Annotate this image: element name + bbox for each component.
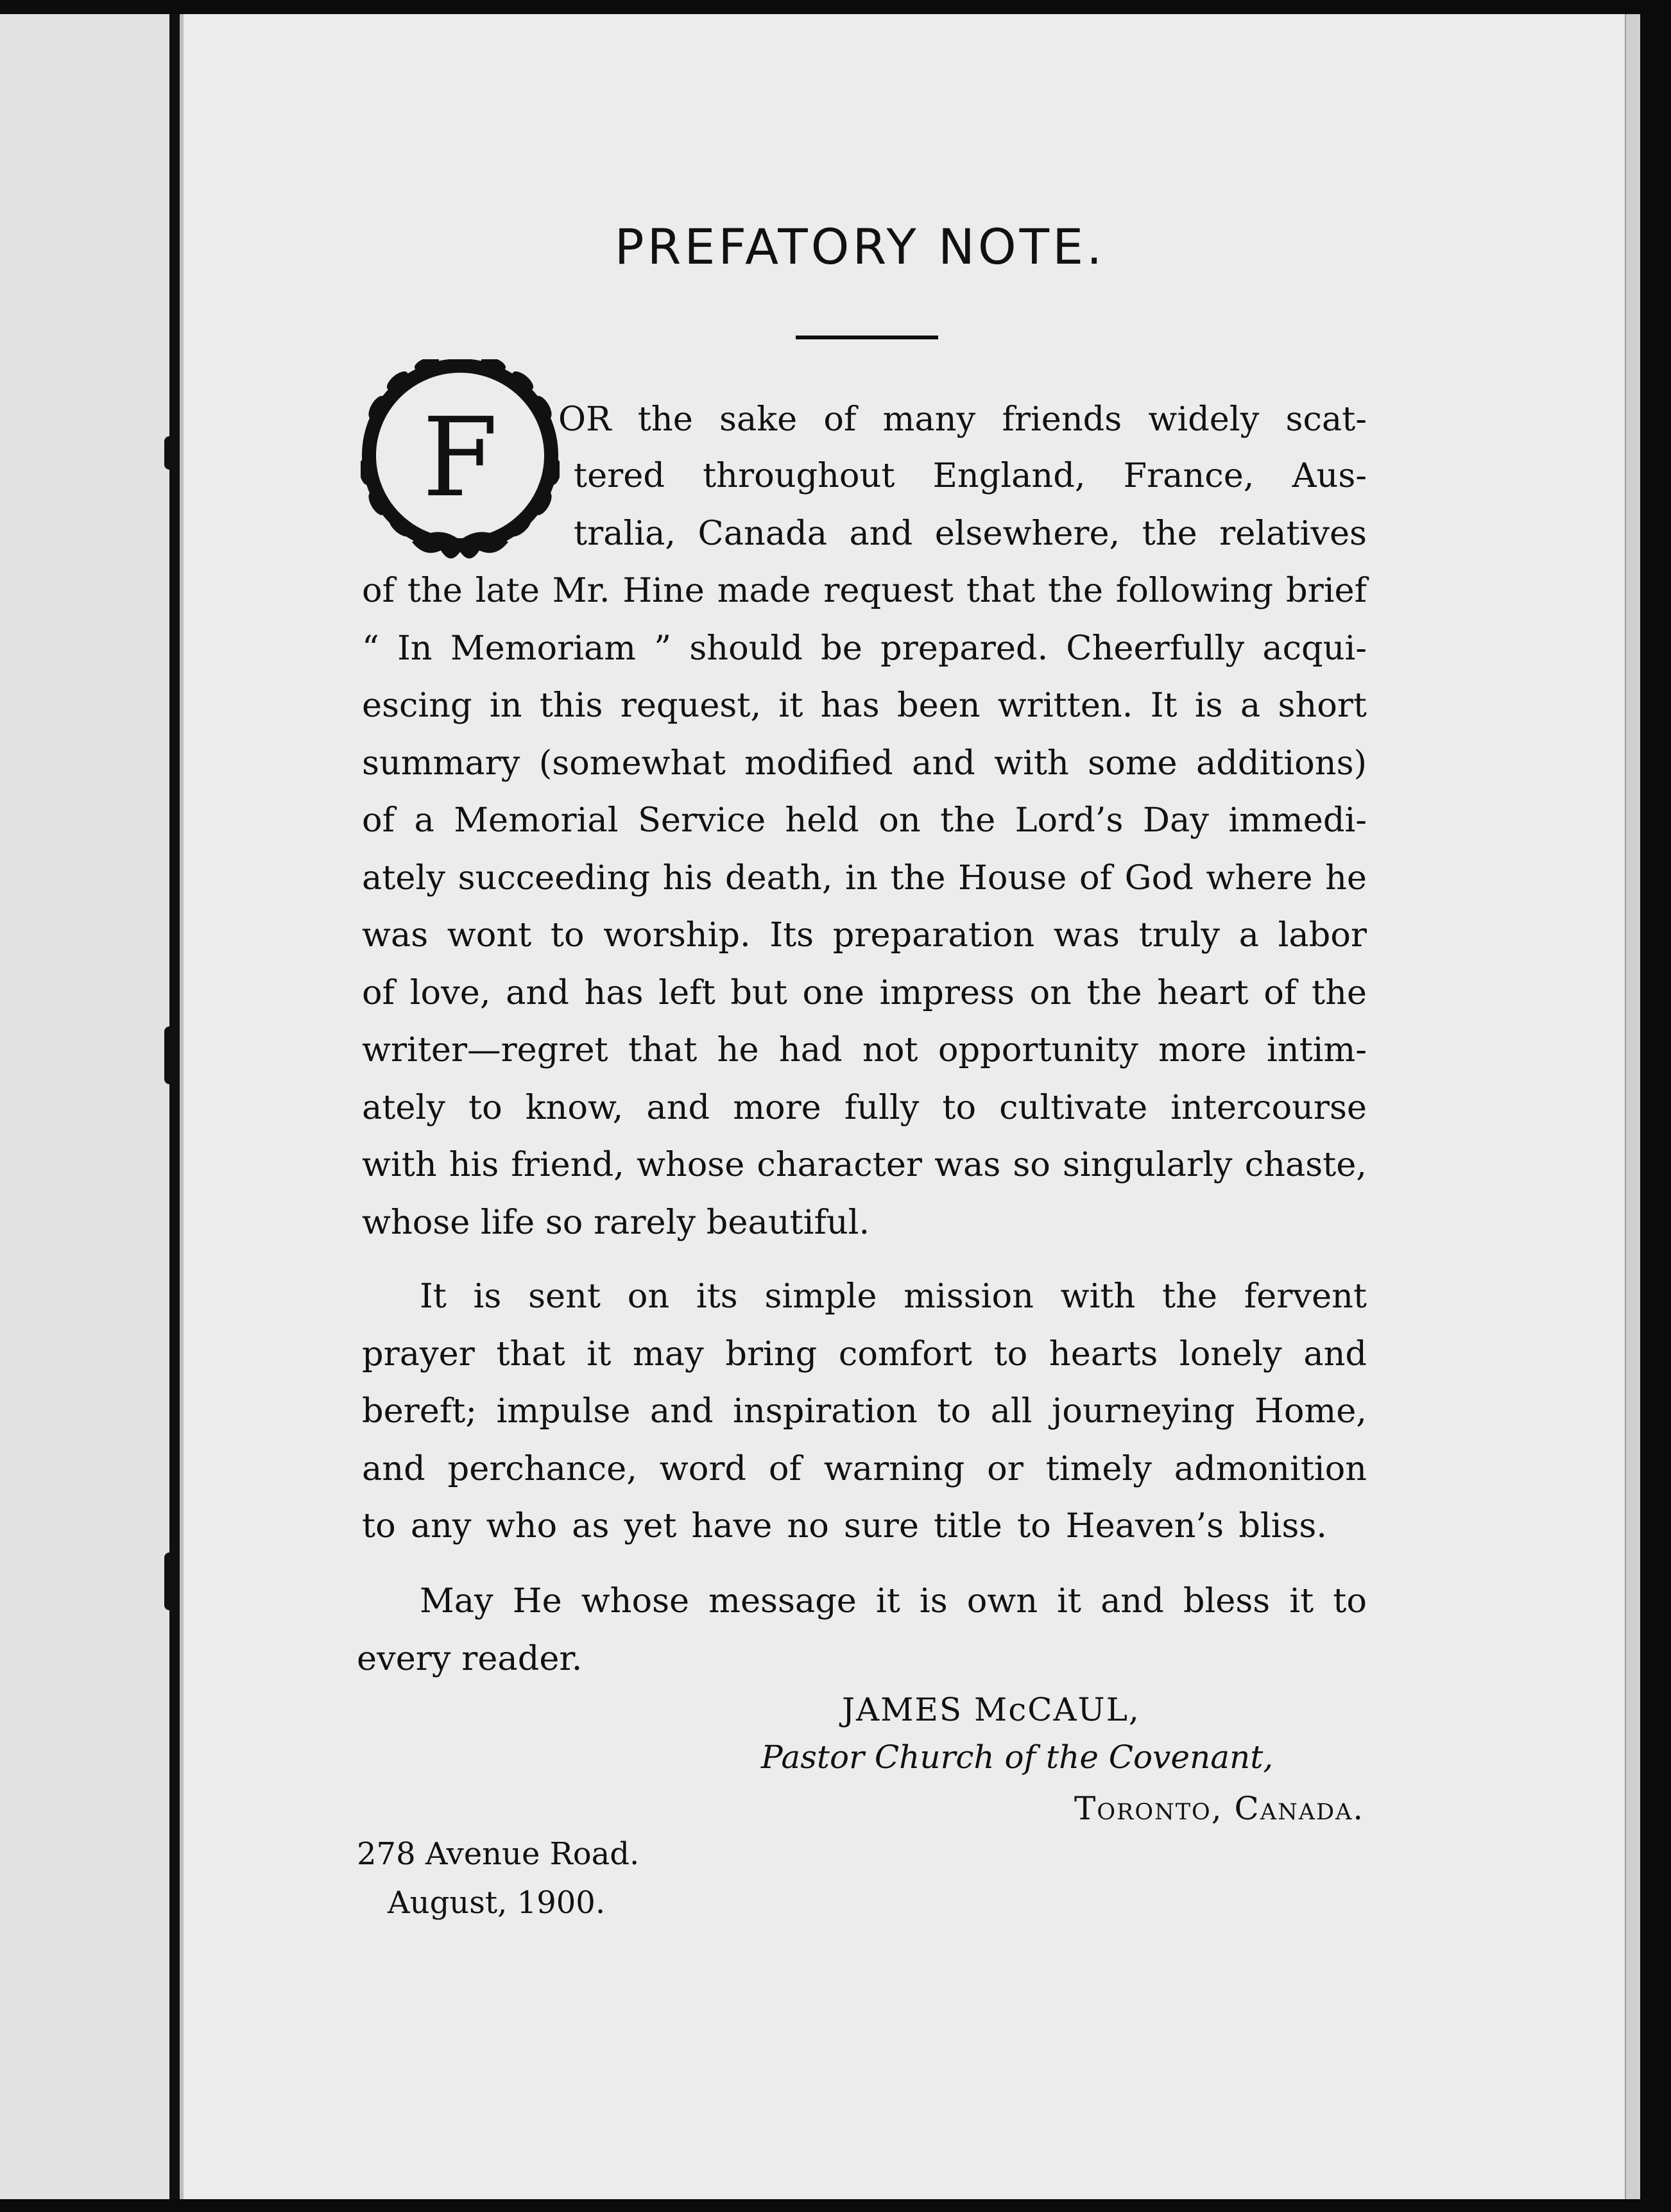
text-line: tralia, Canada and elsewhere, the relatives — [574, 514, 1367, 553]
text-line: prayer that it may bring comfort to hearts lonely and — [362, 1334, 1367, 1374]
page-edge-strip — [1625, 14, 1641, 2199]
address-street: 278 Avenue Road. — [357, 1836, 640, 1872]
scan-border-right — [1640, 0, 1671, 2212]
text-line: writer—regret that he had not opportunity more intim- — [362, 1030, 1367, 1069]
scan-border-bottom — [0, 2199, 1671, 2212]
text-line: of the late Mr. Hine made request that the following brief — [362, 571, 1367, 610]
scan-border-top — [0, 0, 1671, 14]
signature-place: Toronto, Canada. — [1074, 1790, 1365, 1827]
text-line: every reader. — [357, 1639, 583, 1678]
address-date: August, 1900. — [388, 1885, 606, 1921]
text-line: bereft; impulse and inspiration to all journeying Home, — [362, 1391, 1367, 1431]
binding-notch — [164, 436, 175, 470]
text-line: OR the sake of many friends widely scat- — [558, 400, 1367, 439]
text-line: May He whose message it is own it and bless it to — [420, 1581, 1367, 1621]
text-line: escing in this request, it has been written. It is a short — [362, 686, 1367, 725]
text-line: ately to know, and more fully to cultivate intercourse — [362, 1088, 1367, 1127]
text-line: summary (somewhat modified and with some additions) — [362, 744, 1367, 783]
text-line: whose life so rarely beautiful. — [362, 1203, 870, 1242]
text-line: “ In Memoriam ” should be prepared. Cheerfully acqui- — [362, 629, 1367, 668]
signature-role: Pastor Church of the Covenant, — [761, 1739, 1274, 1776]
drop-cap-letter: F — [422, 395, 498, 522]
text-line: ately succeeding his death, in the House of God where he — [362, 858, 1367, 898]
facing-page-edge — [0, 14, 169, 2199]
text-line: of love, and has left but one impress on the heart of the — [362, 973, 1367, 1012]
text-line: and perchance, word of warning or timely admonition — [362, 1449, 1367, 1488]
text-line: of a Memorial Service held on the Lord’s Day immedi- — [362, 801, 1367, 840]
binding-notch — [164, 1553, 175, 1610]
text-line: with his friend, whose character was so singularly chaste, — [362, 1145, 1367, 1184]
text-line: tered throughout England, France, Aus- — [574, 456, 1367, 495]
title-rule — [796, 336, 938, 339]
text-line: was wont to worship. Its preparation was truly a labor — [362, 915, 1367, 955]
page-title: PREFATORY NOTE. — [614, 218, 1106, 275]
binding-gutter — [169, 14, 180, 2199]
signature-name: JAMES McCAUL, — [842, 1691, 1140, 1728]
text-line: to any who as yet have no sure title to Heaven’s bliss. — [362, 1506, 1327, 1545]
binding-notch — [164, 1026, 175, 1084]
text-line: It is sent on its simple mission with the fervent — [420, 1277, 1367, 1316]
wreath-drop-cap — [361, 359, 560, 571]
